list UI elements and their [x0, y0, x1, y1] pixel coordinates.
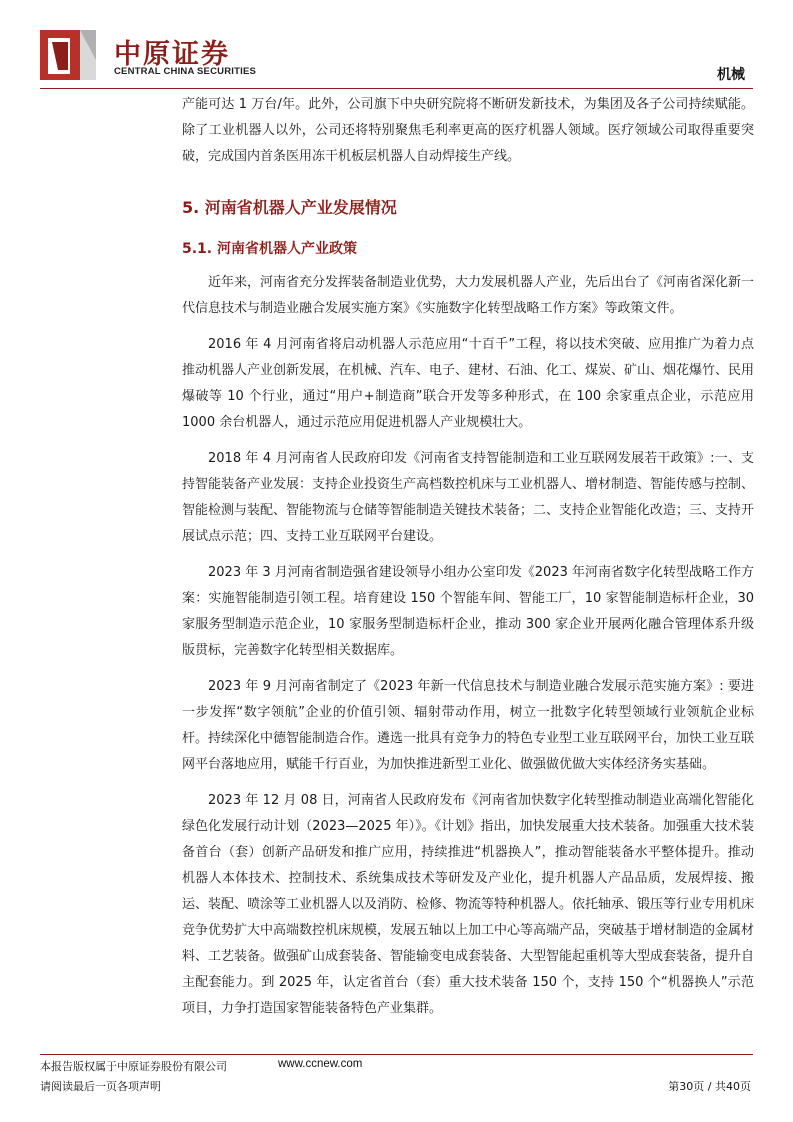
logo-text-cn: 中原证券	[114, 39, 230, 70]
company-logo	[40, 30, 270, 80]
paragraph-3: 2018 年 4 月河南省人民政府印发《河南省支持智能制造和工业互联网发展若干政策》:一、支持智能装备产业发展：支持企业投资生产高档数控机床与工业机器人、增材制造、智能传感与控制、智能检测与装配、智能物流与仓储等智能制造关键技术装备；二、支持企业智能化改造；三、支持开展试点示范；四、支持工业互联网平台建设。	[182, 451, 755, 544]
paragraph-continuation: 产能可达 1 万台/年。此外，公司旗下中央研究院将不断研发新技术，为集团及各子公司持续赋能。除了工业机器人以外，公司还将特别聚焦毛利率更高的医疗机器人领域。医疗领域公司取得重要突破，完成国内首条医用冻干机板层机器人自动焊接生产线。	[182, 97, 754, 164]
footer-disclaimer: 请阅读最后一页各项声明	[40, 1080, 161, 1093]
logo-mark-icon	[40, 30, 96, 80]
logo-text-en: CENTRAL CHINA SECURITIES	[114, 66, 257, 77]
paragraph-1: 近年来，河南省充分发挥装备制造业优势，大力发展机器人产业，先后出台了《河南省深化新一代信息技术与制造业融合发展实施方案》《实施数字化转型战略工作方案》等政策文件。	[182, 275, 755, 316]
footer-divider	[40, 1054, 753, 1055]
paragraph-6: 2023 年 12 月 08 日，河南省人民政府发布《河南省加快数字化转型推动制造业高端化智能化绿色化发展行动计划（2023—2025 年）》。《计划》指出，加快发展重大技术装备。加强重大技术装备首台（套）创新产品研发和推广应用，持续推进“机器换人”，推动智能装备水平整体提升。推动机器人本体技术、控制技术、系统集成技术等研发及产业化，提升机器人产品品质，发展焊接、搬运、装配、喷涂等工业机器人以及消防、检修、物流等特种机器人。依托轴承、锻压等行业专用机床竞争优势扩大中高端数控机床规模，发展五轴以上加工中心等高端产品，突破基于增材制造的金属材料、工艺装备。做强矿山成套装备、智能输变电成套装备、大型智能起重机等大型成套装备，提升自主配套能力。到 2025 年，认定省首台（套）重大技术装备 150 个，支持 150 个“机器换人”示范项目，力争打造国家智能装备特色产业集群。	[182, 793, 755, 1016]
paragraph-2: 2016 年 4 月河南省将启动机器人示范应用“十百千”工程，将以技术突破、应用推广为着力点推动机器人产业创新发展，在机械、汽车、电子、建材、石油、化工、煤炭、矿山、烟花爆竹、民用爆破等 10 个行业，通过“用户+制造商”联合开发等多种形式，在 100 余家重点企业，示范应用 1000 余台机器人，通过示范应用促进机器人产业规模壮大。	[182, 337, 755, 430]
header-divider	[40, 88, 753, 89]
header-category: 机械	[717, 67, 745, 83]
paragraph-5: 2023 年 9 月河南省制定了《2023 年新一代信息技术与制造业融合发展示范实施方案》: 要进一步发挥“数字领航”企业的价值引领、辐射带动作用，树立一批数字化转型领域行业领航企业标杆。持续深化中德智能制造合作。遴选一批具有竞争力的特色专业型工业互联网平台，加快工业互联网平台落地应用，赋能千行百业，为加快推进新型工业化、做强做优做大实体经济务实基础。	[182, 679, 755, 772]
section-title: 5. 河南省机器人产业发展情况	[182, 198, 397, 217]
footer-url-link[interactable]: www.ccnew.com	[278, 1058, 363, 1070]
main-content	[182, 92, 754, 1022]
paragraph-4: 2023 年 3 月河南省制造强省建设领导小组办公室印发《2023 年河南省数字化转型战略工作方案：实施智能制造引领工程。培育建设 150 个智能车间、智能工厂，10 家智能制造标杆企业，30 家服务型制造示范企业，10 家服务型制造标杆企业，推动 300 家企业开展两化融合管理体系升级版贯标，完善数字化转型相关数据库。	[182, 565, 754, 658]
footer-copyright: 本报告版权属于中原证券股份有限公司	[40, 1060, 227, 1073]
subsection-title: 5.1. 河南省机器人产业政策	[182, 241, 357, 257]
page-number: 第30页 / 共40页	[668, 1080, 751, 1093]
